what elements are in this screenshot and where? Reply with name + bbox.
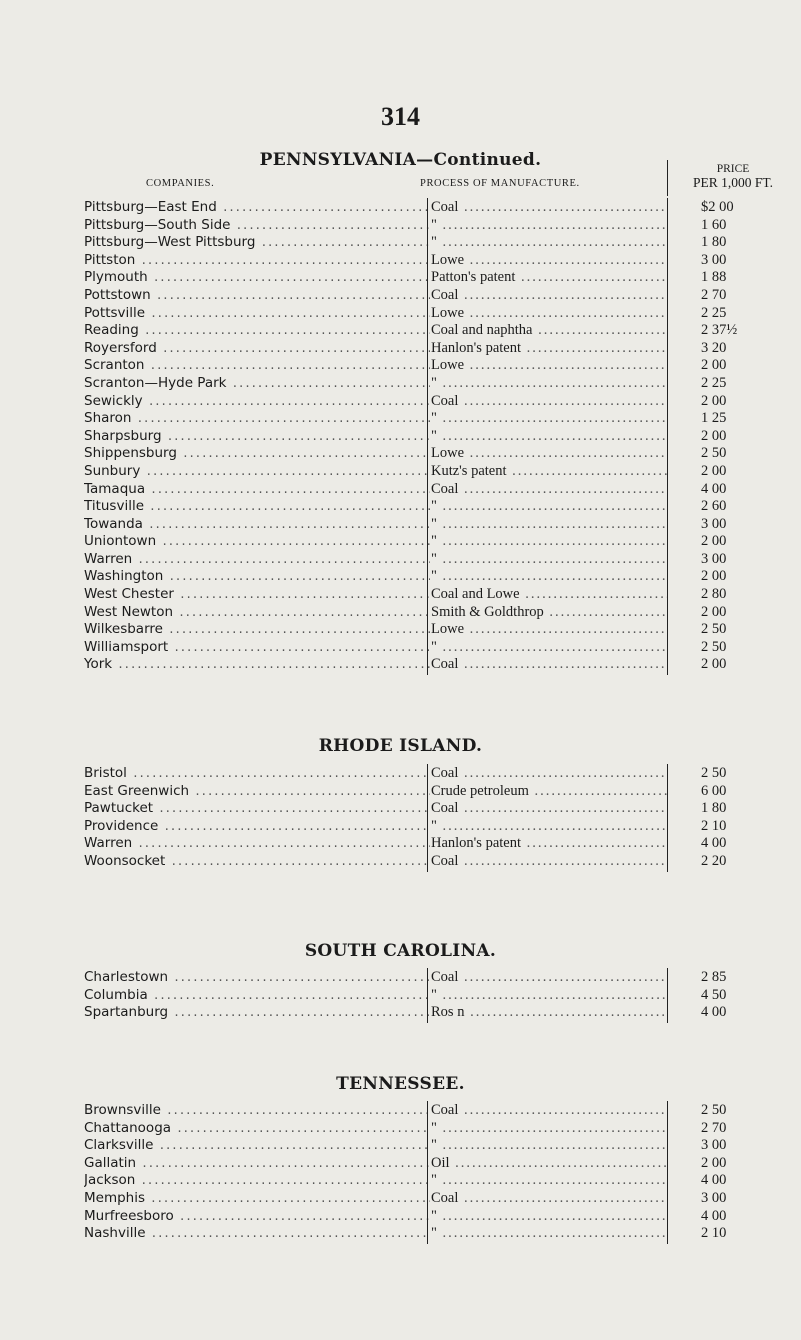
process-cell: Coal ..... xyxy=(429,1102,667,1120)
table-row xyxy=(84,516,784,534)
column-header-process: PROCESS OF MANUFACTURE. xyxy=(420,178,580,189)
company-cell: West Newton ..... xyxy=(84,604,430,622)
process-cell: Lowe ..... xyxy=(429,252,667,270)
process-cell: Kutz's patent ..... xyxy=(429,463,667,481)
price-cell: 2 10 xyxy=(701,1225,727,1242)
section-title: TENNESSEE. xyxy=(336,1074,465,1094)
price-cell: 6 00 xyxy=(701,782,727,799)
process-cell: " ..... xyxy=(429,1225,667,1243)
company-cell: Providence ..... xyxy=(84,818,430,836)
company-cell: Pittsburg—East End ..... xyxy=(84,199,430,217)
table-row xyxy=(84,1155,784,1173)
column-divider xyxy=(667,1101,668,1244)
process-cell: Coal ..... xyxy=(429,969,667,987)
price-cell: 4 00 xyxy=(701,835,727,852)
table-row xyxy=(84,853,784,871)
price-cell: 3 20 xyxy=(701,339,727,356)
price-cell: 2 00 xyxy=(701,427,727,444)
process-cell: Smith & Goldthrop ..... xyxy=(429,604,667,622)
process-cell: " ..... xyxy=(429,217,667,235)
section-table xyxy=(84,765,784,871)
table-row xyxy=(84,1137,784,1155)
price-cell: 2 80 xyxy=(701,586,727,603)
section-table xyxy=(84,199,784,674)
column-divider xyxy=(427,764,428,872)
price-cell: 1 60 xyxy=(701,216,727,233)
price-cell: 3 00 xyxy=(701,1189,727,1206)
column-header-price xyxy=(668,162,798,190)
table-row xyxy=(84,818,784,836)
section-table xyxy=(84,1102,784,1243)
price-cell: 3 00 xyxy=(701,1137,727,1154)
company-cell: Pittsburg—West Pittsburg ..... xyxy=(84,234,430,252)
process-cell: Patton's patent ..... xyxy=(429,269,667,287)
table-row xyxy=(84,604,784,622)
column-header-companies: COMPANIES. xyxy=(146,178,215,189)
table-row xyxy=(84,375,784,393)
price-cell: 2 50 xyxy=(701,445,727,462)
column-divider xyxy=(667,198,668,675)
company-cell: Woonsocket ..... xyxy=(84,853,430,871)
company-cell: Pittsburg—South Side ..... xyxy=(84,217,430,235)
table-row xyxy=(84,1208,784,1226)
page-number: 314 xyxy=(381,102,420,131)
company-cell: Sharpsburg ..... xyxy=(84,428,430,446)
table-row xyxy=(84,463,784,481)
company-cell: Spartanburg ..... xyxy=(84,1004,430,1022)
company-cell: Memphis ..... xyxy=(84,1190,430,1208)
price-cell: 4 00 xyxy=(701,1207,727,1224)
price-cell: 2 00 xyxy=(701,392,727,409)
price-cell: 2 70 xyxy=(701,286,727,303)
table-row xyxy=(84,639,784,657)
company-cell: Royersford ..... xyxy=(84,340,430,358)
company-cell: York ..... xyxy=(84,656,430,674)
price-cell: 4 00 xyxy=(701,1172,727,1189)
price-cell: 2 00 xyxy=(701,357,727,374)
table-row xyxy=(84,533,784,551)
company-cell: Reading ..... xyxy=(84,322,430,340)
table-row xyxy=(84,1190,784,1208)
process-cell: " ..... xyxy=(429,234,667,252)
table-row xyxy=(84,252,784,270)
company-cell: Warren ..... xyxy=(84,835,430,853)
table-row xyxy=(84,765,784,783)
price-cell: 3 00 xyxy=(701,251,727,268)
table-row xyxy=(84,234,784,252)
process-cell: Lowe ..... xyxy=(429,445,667,463)
company-cell: Uniontown ..... xyxy=(84,533,430,551)
price-cell: 1 25 xyxy=(701,410,727,427)
company-cell: Gallatin ..... xyxy=(84,1155,430,1173)
company-cell: Pittston ..... xyxy=(84,252,430,270)
price-cell: 2 60 xyxy=(701,498,727,515)
table-row xyxy=(84,340,784,358)
price-cell: 4 00 xyxy=(701,1004,727,1021)
table-row xyxy=(84,800,784,818)
price-cell: 2 50 xyxy=(701,621,727,638)
process-cell: " ..... xyxy=(429,1172,667,1190)
price-cell: 2 37½ xyxy=(701,322,738,339)
price-cell: 2 25 xyxy=(701,374,727,391)
price-cell: 2 00 xyxy=(701,1154,727,1171)
table-row xyxy=(84,498,784,516)
price-cell: 2 50 xyxy=(701,638,727,655)
process-cell: " ..... xyxy=(429,1137,667,1155)
process-cell: Hanlon's patent ..... xyxy=(429,835,667,853)
column-divider xyxy=(667,764,668,872)
table-row xyxy=(84,217,784,235)
price-cell: 2 85 xyxy=(701,969,727,985)
company-cell: Williamsport ..... xyxy=(84,639,430,657)
company-cell: Nashville ..... xyxy=(84,1225,430,1243)
column-divider xyxy=(667,968,668,1023)
company-cell: Jackson ..... xyxy=(84,1172,430,1190)
table-row xyxy=(84,322,784,340)
table-row xyxy=(84,987,784,1005)
price-cell: 2 10 xyxy=(701,817,727,834)
company-cell: Shippensburg ..... xyxy=(84,445,430,463)
column-divider xyxy=(427,198,428,675)
process-cell: Coal and naphtha ..... xyxy=(429,322,667,340)
process-cell: Coal ..... xyxy=(429,199,667,217)
table-row xyxy=(84,428,784,446)
price-cell: 2 70 xyxy=(701,1119,727,1136)
price-cell: 4 50 xyxy=(701,986,727,1003)
process-cell: Coal ..... xyxy=(429,800,667,818)
table-row xyxy=(84,287,784,305)
price-cell: $2 00 xyxy=(701,199,734,215)
price-header-line2: PER 1,000 FT. xyxy=(692,175,773,190)
table-row xyxy=(84,586,784,604)
table-row xyxy=(84,481,784,499)
table-row xyxy=(84,835,784,853)
company-cell: East Greenwich ..... xyxy=(84,783,430,801)
table-row xyxy=(84,357,784,375)
process-cell: " ..... xyxy=(429,818,667,836)
table-row xyxy=(84,551,784,569)
table-row xyxy=(84,1225,784,1243)
process-cell: " ..... xyxy=(429,639,667,657)
table-row xyxy=(84,1102,784,1120)
process-cell: Coal ..... xyxy=(429,393,667,411)
column-divider xyxy=(427,968,428,1023)
table-row xyxy=(84,656,784,674)
price-cell: 2 50 xyxy=(701,765,727,781)
process-cell: Coal ..... xyxy=(429,656,667,674)
process-cell: " ..... xyxy=(429,516,667,534)
process-cell: " ..... xyxy=(429,987,667,1005)
process-cell: Coal ..... xyxy=(429,765,667,783)
company-cell: Sewickly ..... xyxy=(84,393,430,411)
company-cell: Columbia ..... xyxy=(84,987,430,1005)
price-cell: 2 00 xyxy=(701,603,727,620)
price-cell: 2 25 xyxy=(701,304,727,321)
process-cell: Lowe ..... xyxy=(429,305,667,323)
column-divider xyxy=(667,160,668,196)
process-cell: " ..... xyxy=(429,410,667,428)
company-cell: Pottstown ..... xyxy=(84,287,430,305)
price-cell: 4 00 xyxy=(701,480,727,497)
table-row xyxy=(84,269,784,287)
table-row xyxy=(84,568,784,586)
price-header-line1: PRICE xyxy=(716,163,750,175)
price-cell: 3 00 xyxy=(701,550,727,567)
table-row xyxy=(84,199,784,217)
section-title: PENNSYLVANIA—Continued. xyxy=(259,150,542,170)
table-row xyxy=(84,305,784,323)
process-cell: Coal ..... xyxy=(429,1190,667,1208)
table-row xyxy=(84,1172,784,1190)
table-row xyxy=(84,393,784,411)
table-row xyxy=(84,410,784,428)
company-cell: West Chester ..... xyxy=(84,586,430,604)
process-cell: Hanlon's patent ..... xyxy=(429,340,667,358)
process-cell: " ..... xyxy=(429,568,667,586)
company-cell: Wilkesbarre ..... xyxy=(84,621,430,639)
process-cell: Coal ..... xyxy=(429,853,667,871)
process-cell: " ..... xyxy=(429,375,667,393)
process-cell: Coal and Lowe ..... xyxy=(429,586,667,604)
table-row xyxy=(84,783,784,801)
company-cell: Scranton ..... xyxy=(84,357,430,375)
company-cell: Sharon ..... xyxy=(84,410,430,428)
price-cell: 2 50 xyxy=(701,1102,727,1118)
price-cell: 2 20 xyxy=(701,852,727,869)
company-cell: Washington ..... xyxy=(84,568,430,586)
company-cell: Towanda ..... xyxy=(84,516,430,534)
process-cell: Ros n ..... xyxy=(429,1004,667,1022)
process-cell: " ..... xyxy=(429,1120,667,1138)
process-cell: Coal ..... xyxy=(429,481,667,499)
section-table xyxy=(84,969,784,1022)
company-cell: Bristol ..... xyxy=(84,765,430,783)
process-cell: " ..... xyxy=(429,498,667,516)
price-cell: 1 88 xyxy=(701,269,727,286)
process-cell: Coal ..... xyxy=(429,287,667,305)
company-cell: Chattanooga ..... xyxy=(84,1120,430,1138)
company-cell: Brownsville ..... xyxy=(84,1102,430,1120)
price-cell: 2 00 xyxy=(701,533,727,550)
price-cell: 2 00 xyxy=(701,656,727,673)
process-cell: " ..... xyxy=(429,533,667,551)
price-cell: 1 80 xyxy=(701,234,727,251)
price-cell: 2 00 xyxy=(701,462,727,479)
company-cell: Pawtucket ..... xyxy=(84,800,430,818)
process-cell: " ..... xyxy=(429,551,667,569)
company-cell: Murfreesboro ..... xyxy=(84,1208,430,1226)
table-row xyxy=(84,1004,784,1022)
company-cell: Scranton—Hyde Park ..... xyxy=(84,375,430,393)
table-row xyxy=(84,1120,784,1138)
section-title: RHODE ISLAND. xyxy=(318,736,483,756)
price-cell: 1 80 xyxy=(701,800,727,817)
company-cell: Titusville ..... xyxy=(84,498,430,516)
table-row xyxy=(84,969,784,987)
process-cell: Oil ..... xyxy=(429,1155,667,1173)
column-divider xyxy=(427,1101,428,1244)
process-cell: Lowe ..... xyxy=(429,357,667,375)
price-cell: 2 00 xyxy=(701,568,727,585)
table-row xyxy=(84,445,784,463)
company-cell: Tamaqua ..... xyxy=(84,481,430,499)
process-cell: " ..... xyxy=(429,1208,667,1226)
company-cell: Charlestown ..... xyxy=(84,969,430,987)
table-row xyxy=(84,621,784,639)
process-cell: Crude petroleum ..... xyxy=(429,783,667,801)
price-cell: 3 00 xyxy=(701,515,727,532)
process-cell: " ..... xyxy=(429,428,667,446)
company-cell: Clarksville ..... xyxy=(84,1137,430,1155)
company-cell: Pottsville ..... xyxy=(84,305,430,323)
process-cell: Lowe ..... xyxy=(429,621,667,639)
section-title: SOUTH CAROLINA. xyxy=(304,941,497,961)
company-cell: Plymouth ..... xyxy=(84,269,430,287)
company-cell: Sunbury ..... xyxy=(84,463,430,481)
company-cell: Warren ..... xyxy=(84,551,430,569)
